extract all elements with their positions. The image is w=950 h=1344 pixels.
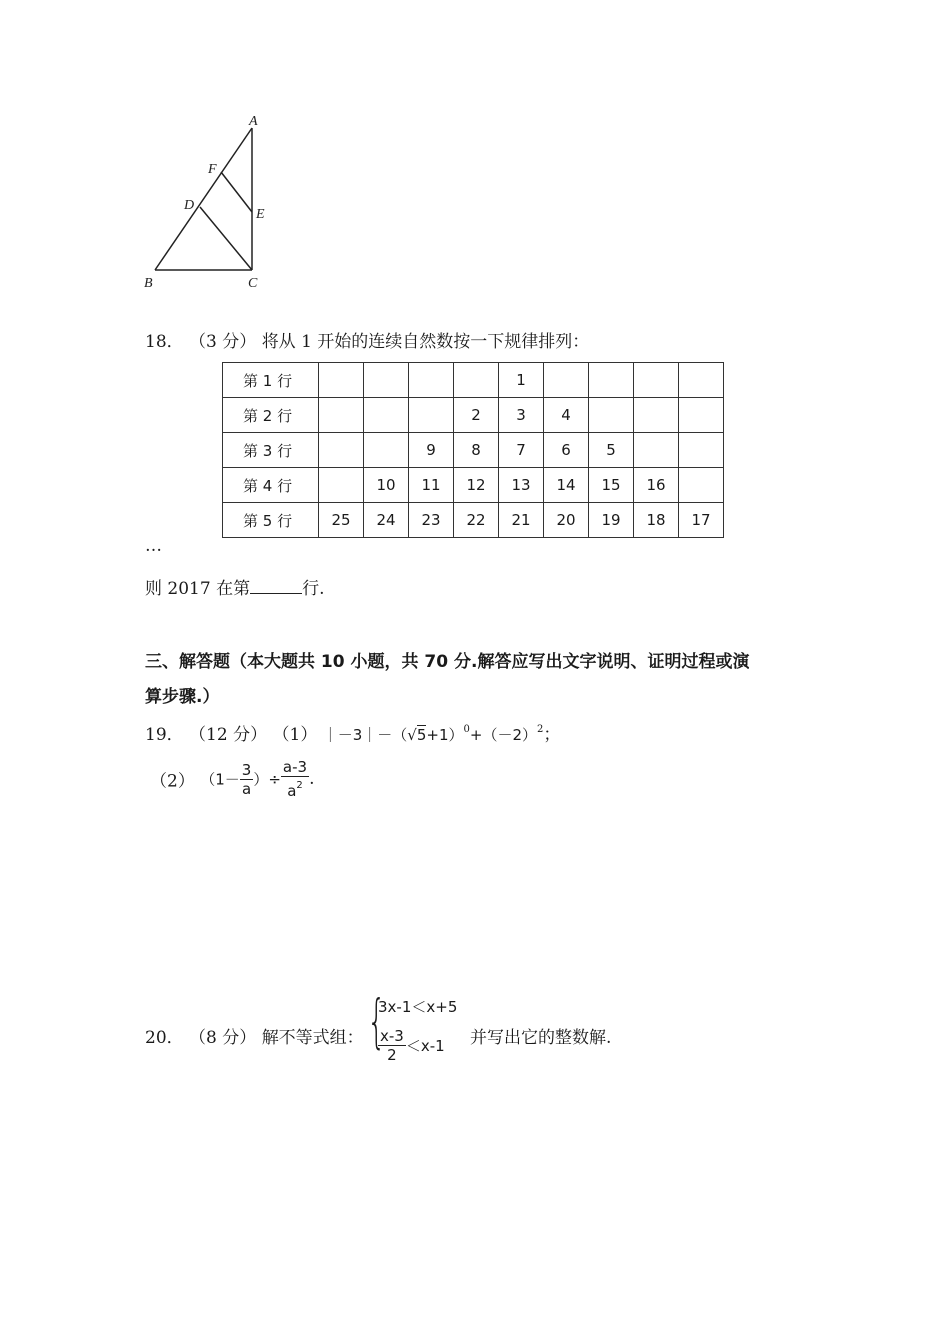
table-cell: 14 [544, 468, 589, 503]
table-row [223, 363, 724, 398]
left-brace: { [367, 987, 386, 1055]
q19-part1 [145, 720, 560, 745]
table-cell [409, 363, 454, 398]
q18-score: （3 分） [189, 332, 257, 352]
q18-answer-prefix: 则 2017 在第 [145, 579, 251, 599]
q19-part1-label: （1） [272, 725, 318, 745]
q19-part2-expr-b: ）÷ [253, 770, 281, 789]
table-cell: 19 [589, 503, 634, 538]
table-cell [679, 433, 724, 468]
label-D: D [184, 198, 195, 213]
q19-part2-expr-a: （1－ [200, 770, 240, 789]
fraction-3-over-a [240, 761, 254, 798]
row-label: 第 1 行 [223, 363, 319, 398]
q20-prompt [145, 1023, 364, 1048]
exponent-zero: 0 [463, 724, 470, 735]
q19-expr-c: +（－2） [469, 726, 538, 744]
fraction-a-minus-3-over-a-squared [281, 758, 309, 800]
table-row [223, 468, 724, 503]
number-arrangement-table [222, 362, 724, 538]
label-A: A [249, 114, 258, 129]
table-cell [679, 398, 724, 433]
table-cell: 7 [499, 433, 544, 468]
inequality-2 [378, 1027, 445, 1064]
row-label: 第 4 行 [223, 468, 319, 503]
fraction-numerator: 3 [241, 760, 252, 779]
table-cell: 22 [454, 503, 499, 538]
row-label: 第 3 行 [223, 433, 319, 468]
row-label: 第 5 行 [223, 503, 319, 538]
table-cell [634, 433, 679, 468]
table-cell [364, 363, 409, 398]
inequality-2-rhs: ＜x-1 [405, 1037, 445, 1055]
table-row [223, 398, 724, 433]
q19-part1-end: ； [543, 725, 561, 745]
table-cell: 13 [499, 468, 544, 503]
table-cell: 9 [409, 433, 454, 468]
denominator-exponent: 2 [296, 780, 303, 791]
q20-score: （8 分） [189, 1028, 257, 1048]
q19-part2-end: . [309, 769, 315, 789]
table-cell [319, 433, 364, 468]
fraction-denominator: 2 [387, 1046, 397, 1064]
q18-number: 18． [145, 332, 184, 352]
q20-number: 20． [145, 1028, 184, 1048]
section-3-title-line1: 三、解答题（本大题共 10 小题，共 70 分.解答应写出文字说明、证明过程或演 [145, 652, 750, 672]
table-cell [364, 433, 409, 468]
table-cell: 3 [499, 398, 544, 433]
q19-score: （12 分） [189, 725, 268, 745]
fraction-x-minus-3-over-2 [378, 1027, 406, 1064]
q20-suffix: 并写出它的整数解. [470, 1028, 612, 1048]
q19-part2-label: （2） [150, 771, 195, 792]
table-cell: 1 [499, 363, 544, 398]
section-3-title-line2: 算步骤.） [145, 687, 220, 707]
table-cell: 25 [319, 503, 364, 538]
sqrt-argument: 5 [416, 726, 427, 744]
segment-BA [155, 128, 252, 270]
table-cell [679, 468, 724, 503]
table-cell [634, 398, 679, 433]
table-cell: 17 [679, 503, 724, 538]
table-row [223, 433, 724, 468]
triangle-figure [140, 110, 280, 295]
table-cell: 5 [589, 433, 634, 468]
q18-answer-suffix: 行. [302, 579, 325, 599]
sqrt-symbol: √ [407, 726, 417, 744]
denominator-base: a [287, 782, 297, 800]
q20-text: 解不等式组： [261, 1028, 364, 1048]
table-cell: 24 [364, 503, 409, 538]
table-cell [319, 363, 364, 398]
table-cell: 6 [544, 433, 589, 468]
label-B: B [144, 276, 153, 291]
table-cell: 15 [589, 468, 634, 503]
q19-number: 19． [145, 725, 184, 745]
table-cell [409, 398, 454, 433]
q18-answer-blank[interactable] [250, 577, 302, 594]
table-cell [454, 363, 499, 398]
table-cell: 21 [499, 503, 544, 538]
q18-ellipsis: … [145, 536, 162, 556]
fraction-numerator: a-3 [282, 758, 308, 776]
table-cell: 16 [634, 468, 679, 503]
table-cell [544, 363, 589, 398]
fraction-denominator [281, 777, 309, 800]
q18-answer-line [145, 574, 324, 599]
label-F: F [208, 162, 217, 177]
fraction-denominator: a [241, 779, 252, 798]
table-cell [319, 468, 364, 503]
q18-prompt [145, 327, 589, 352]
table-cell [589, 398, 634, 433]
table-cell [634, 363, 679, 398]
table-row [223, 503, 724, 538]
q18-text: 将从 1 开始的连续自然数按一下规律排列： [261, 332, 590, 352]
table-cell [319, 398, 364, 433]
table-cell: 12 [454, 468, 499, 503]
segment-DC [200, 207, 252, 270]
row-label: 第 2 行 [223, 398, 319, 433]
inequality-1: 3x-1＜x+5 [378, 998, 458, 1016]
table-cell [589, 363, 634, 398]
table-cell: 2 [454, 398, 499, 433]
q19-expr-a: ｜－3｜－（ [322, 726, 408, 744]
table-cell: 18 [634, 503, 679, 538]
q19-expr-b: +1） [426, 726, 464, 744]
table-cell: 10 [364, 468, 409, 503]
table-cell: 8 [454, 433, 499, 468]
table-cell [364, 398, 409, 433]
table-cell: 11 [409, 468, 454, 503]
segment-FE [221, 172, 252, 212]
fraction-numerator: x-3 [380, 1027, 404, 1045]
table-cell: 20 [544, 503, 589, 538]
table-cell: 23 [409, 503, 454, 538]
q19-part2 [150, 758, 314, 800]
table-cell: 4 [544, 398, 589, 433]
label-E: E [256, 207, 265, 222]
table-cell [679, 363, 724, 398]
exponent-two: 2 [537, 724, 544, 735]
label-C: C [248, 276, 258, 291]
